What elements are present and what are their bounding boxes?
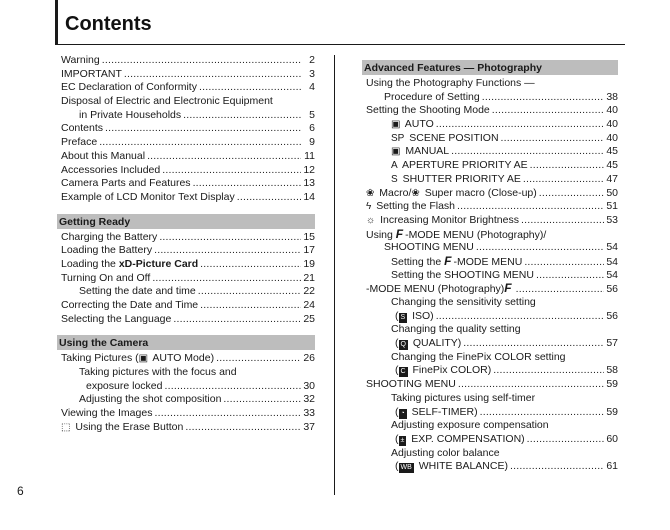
toc-entry[interactable] bbox=[362, 91, 618, 105]
leader-dots bbox=[185, 421, 301, 435]
toc-entry[interactable] bbox=[362, 104, 618, 118]
section-heading: Using the Camera bbox=[57, 335, 315, 350]
toc-entry[interactable] bbox=[362, 447, 618, 461]
toc-entry[interactable] bbox=[57, 231, 315, 245]
toc-entry-text: Contents bbox=[61, 122, 104, 135]
leader-dots bbox=[436, 310, 604, 324]
toc-page-number: 40 bbox=[606, 131, 618, 144]
toc-entry-text: ( WB WHITE BALANCE) bbox=[395, 460, 508, 473]
toc-page-number: 24 bbox=[303, 299, 315, 311]
toc-entry[interactable] bbox=[57, 244, 315, 258]
toc-entry[interactable] bbox=[362, 378, 618, 392]
toc-entry-text: ( ◔ SELF-TIMER) bbox=[395, 405, 478, 418]
toc-entry[interactable] bbox=[362, 187, 618, 201]
toc-entry-text: Turning On and Off bbox=[61, 271, 151, 284]
toc-entry-text: Adjusting exposure compensation bbox=[391, 419, 549, 432]
toc-entry[interactable] bbox=[362, 159, 618, 173]
toc-entry[interactable] bbox=[362, 145, 618, 159]
leader-dots bbox=[458, 378, 604, 392]
toc-entry-text: Accessories Included bbox=[61, 163, 161, 176]
toc-entry-text: exposure locked bbox=[86, 379, 163, 392]
toc-entry-text: ( ± EXP. COMPENSATION) bbox=[395, 432, 525, 445]
leader-dots bbox=[482, 91, 604, 105]
toc-entry[interactable] bbox=[362, 310, 618, 324]
toc-entry[interactable] bbox=[57, 177, 315, 191]
toc-page-number: 59 bbox=[606, 405, 618, 418]
leader-dots bbox=[539, 187, 604, 201]
toc-page-number: 14 bbox=[303, 190, 315, 203]
toc-entry-text: Using the Photography Functions — bbox=[366, 77, 535, 89]
toc-entry[interactable] bbox=[362, 323, 618, 337]
toc-entry[interactable] bbox=[362, 214, 618, 228]
leader-dots bbox=[159, 231, 301, 245]
wb-icon: WB bbox=[400, 464, 412, 472]
exposure-icon: ± bbox=[400, 436, 405, 444]
color-icon: C bbox=[400, 368, 406, 376]
toc-page-number: 11 bbox=[304, 149, 315, 162]
toc-page-number: 37 bbox=[303, 420, 315, 433]
leader-dots bbox=[105, 122, 301, 136]
toc-entry[interactable] bbox=[57, 421, 315, 435]
leader-dots bbox=[463, 337, 604, 351]
toc-page-number: 47 bbox=[606, 172, 618, 185]
super-macro-icon: ❀ bbox=[411, 187, 420, 199]
toc-page-number: 38 bbox=[606, 90, 618, 103]
leader-dots bbox=[154, 244, 301, 258]
toc-page-number: 19 bbox=[303, 257, 315, 270]
toc-page-number: 4 bbox=[309, 81, 315, 94]
toc-entry[interactable] bbox=[362, 200, 618, 214]
toc-page-number: 32 bbox=[303, 393, 315, 406]
toc-entry[interactable] bbox=[362, 460, 618, 474]
toc-entry-text: S SHUTTER PRIORITY AE bbox=[391, 172, 521, 185]
toc-entry-text: Selecting the Language bbox=[61, 312, 172, 325]
toc-entry[interactable] bbox=[362, 255, 618, 269]
toc-entry-text: Example of LCD Monitor Text Display bbox=[61, 190, 235, 203]
toc-page-number: 56 bbox=[606, 283, 618, 296]
toc-entry[interactable] bbox=[57, 380, 315, 394]
leader-dots bbox=[451, 145, 604, 159]
toc-entry[interactable] bbox=[362, 364, 618, 378]
toc-page-number: 5 bbox=[309, 108, 315, 121]
toc-entry-text: EC Declaration of Conformity bbox=[61, 81, 197, 94]
toc-page-number: 9 bbox=[309, 136, 315, 149]
toc-entry[interactable] bbox=[57, 258, 315, 272]
leader-dots bbox=[492, 104, 604, 118]
toc-entry-text: Procedure of Setting bbox=[384, 90, 480, 103]
toc-entry-text: Using F -MODE MENU (Photography)/ bbox=[366, 226, 547, 241]
toc-entry[interactable] bbox=[57, 136, 315, 150]
toc-entry[interactable] bbox=[362, 419, 618, 433]
toc-entry[interactable] bbox=[362, 132, 618, 146]
toc-entry[interactable] bbox=[362, 173, 618, 187]
toc-entry-text: A APERTURE PRIORITY AE bbox=[391, 159, 528, 172]
leader-dots bbox=[152, 272, 301, 286]
a-icon: A bbox=[391, 160, 398, 172]
leader-dots bbox=[164, 380, 301, 394]
leader-dots bbox=[199, 81, 301, 95]
toc-entry-text: Camera Parts and Features bbox=[61, 177, 191, 190]
toc-page-number: 6 bbox=[309, 122, 315, 135]
toc-entry[interactable] bbox=[362, 337, 618, 351]
camera-icon: ▣ bbox=[138, 353, 149, 365]
section-heading: Getting Ready bbox=[57, 214, 315, 229]
toc-entry[interactable] bbox=[362, 77, 618, 91]
toc-entry-text: Disposal of Electric and Electronic Equipment bbox=[61, 95, 273, 108]
toc-entry[interactable] bbox=[57, 68, 315, 82]
page-title: Contents bbox=[65, 13, 152, 35]
s-icon: S bbox=[391, 173, 398, 185]
toc-entry-text: Setting the SHOOTING MENU bbox=[391, 268, 534, 281]
toc-entry-text: Changing the quality setting bbox=[391, 323, 521, 336]
leader-dots bbox=[237, 191, 301, 205]
toc-entry[interactable] bbox=[57, 81, 315, 95]
toc-entry-text: ❀ Macro/❀ Super macro (Close-up) bbox=[366, 186, 537, 199]
toc-entry-text: Correcting the Date and Time bbox=[61, 299, 199, 311]
toc-page-number: 59 bbox=[606, 378, 618, 391]
f-icon: F bbox=[444, 253, 452, 268]
toc-page-number: 25 bbox=[303, 312, 315, 325]
section-heading: Advanced Features — Photography bbox=[362, 60, 618, 75]
leader-dots bbox=[523, 173, 604, 187]
leader-dots bbox=[124, 68, 301, 82]
toc-entry-text: ▣ AUTO bbox=[391, 118, 434, 131]
leader-dots bbox=[200, 258, 301, 272]
toc-entry[interactable] bbox=[57, 352, 315, 366]
toc-entry-text: ϟ Setting the Flash bbox=[366, 200, 456, 213]
toc-entry-text: ☼ Increasing Monitor Brightness bbox=[366, 213, 519, 226]
macro-icon: ❀ bbox=[366, 187, 375, 199]
toc-page-number: 15 bbox=[303, 230, 315, 243]
toc-page-number: 53 bbox=[606, 213, 618, 226]
toc-page-number: 3 bbox=[309, 67, 315, 80]
toc-page-number: 54 bbox=[606, 268, 618, 281]
toc-page-number: 13 bbox=[303, 177, 315, 190]
toc-page-number: 2 bbox=[309, 54, 315, 66]
leader-dots bbox=[99, 136, 301, 150]
toc-entry[interactable] bbox=[362, 269, 618, 283]
leader-dots bbox=[436, 118, 604, 132]
toc-page-number: 30 bbox=[303, 379, 315, 392]
toc-entry-text: IMPORTANT bbox=[61, 67, 122, 80]
toc-entry[interactable] bbox=[57, 393, 315, 407]
quality-icon: Q bbox=[400, 341, 406, 349]
toc-entry-text: ( S ISO) bbox=[395, 309, 434, 322]
leader-dots bbox=[480, 406, 604, 420]
manual-camera-icon: ▣ bbox=[391, 146, 401, 158]
toc-entry-text: ⬚ Using the Erase Button bbox=[61, 420, 184, 433]
toc-page-number: 17 bbox=[303, 244, 315, 257]
toc-page-number: 50 bbox=[606, 186, 618, 199]
leader-dots bbox=[200, 299, 301, 313]
leader-dots bbox=[524, 256, 604, 270]
toc-page-number: 33 bbox=[303, 407, 315, 420]
f-icon: F bbox=[395, 226, 404, 241]
toc-entry[interactable] bbox=[57, 164, 315, 178]
leader-dots bbox=[147, 150, 301, 164]
leader-dots bbox=[493, 364, 604, 378]
toc-entry-text: Taking Pictures (▣ AUTO Mode) bbox=[61, 352, 215, 365]
f-icon: F bbox=[504, 281, 512, 296]
brightness-icon: ☼ bbox=[366, 214, 376, 226]
leader-dots bbox=[476, 241, 604, 255]
toc-entry[interactable] bbox=[362, 282, 618, 296]
toc-entry-text: Setting the F -MODE MENU bbox=[391, 253, 523, 268]
toc-entry-text: SHOOTING MENU bbox=[384, 241, 474, 254]
toc-entry-text: Setting the Shooting Mode bbox=[366, 104, 490, 117]
toc-page-number: 60 bbox=[606, 432, 618, 445]
toc-entry-text: Changing the FinePix COLOR setting bbox=[391, 350, 566, 363]
toc-entry-text: Loading the xD-Picture Card bbox=[61, 257, 199, 270]
toc-page-number: 22 bbox=[303, 285, 315, 298]
leader-dots bbox=[154, 407, 301, 421]
toc-entry[interactable] bbox=[57, 109, 315, 123]
leader-dots bbox=[457, 200, 604, 214]
toc-entry[interactable] bbox=[362, 118, 618, 132]
leader-dots bbox=[516, 283, 604, 297]
toc-page-number: 61 bbox=[606, 460, 618, 473]
right-column bbox=[362, 60, 618, 474]
leader-dots bbox=[102, 54, 301, 68]
leader-dots bbox=[223, 393, 301, 407]
toc-entry-text: SHOOTING MENU bbox=[366, 378, 456, 391]
toc-entry-text: ▣ MANUAL bbox=[391, 145, 450, 158]
toc-page-number: 54 bbox=[606, 255, 618, 268]
leader-dots bbox=[527, 433, 604, 447]
flash-icon: ϟ bbox=[366, 201, 372, 213]
column-divider bbox=[334, 55, 335, 495]
toc-entry[interactable] bbox=[57, 366, 315, 380]
toc-entry[interactable] bbox=[362, 392, 618, 406]
toc-entry-text: Charging the Battery bbox=[61, 230, 158, 243]
toc-entry-text: Loading the Battery bbox=[61, 244, 153, 257]
toc-entry-text: SP SCENE POSITION bbox=[391, 131, 499, 144]
leader-dots bbox=[510, 460, 604, 474]
title-rule bbox=[55, 44, 625, 45]
toc-entry-text: Adjusting the shot composition bbox=[79, 393, 222, 406]
toc-entry-text: -MODE MENU (Photography)F bbox=[366, 281, 512, 296]
leader-dots bbox=[198, 285, 301, 299]
toc-entry[interactable] bbox=[57, 299, 315, 313]
toc-entry-text: About this Manual bbox=[61, 149, 146, 162]
toc-entry-text: Warning bbox=[61, 54, 100, 66]
toc-entry-text: Viewing the Images bbox=[61, 407, 153, 420]
trash-icon: ⬚ bbox=[61, 421, 71, 433]
leader-dots bbox=[530, 159, 604, 173]
leader-dots bbox=[536, 269, 604, 283]
toc-entry[interactable] bbox=[57, 150, 315, 164]
page-number: 6 bbox=[17, 484, 24, 498]
camera-icon: ▣ bbox=[391, 119, 401, 131]
leader-dots bbox=[173, 313, 301, 327]
leader-dots bbox=[183, 109, 301, 123]
toc-page-number: 51 bbox=[606, 200, 618, 213]
toc-entry-text: Setting the date and time bbox=[79, 285, 196, 298]
toc-page-number: 21 bbox=[303, 271, 315, 284]
toc-entry-text: Preface bbox=[61, 136, 98, 149]
toc-page-number: 45 bbox=[606, 145, 618, 158]
leader-dots bbox=[193, 177, 301, 191]
toc-entry-text: ( C FinePix COLOR) bbox=[395, 364, 492, 377]
toc-entry-text: Adjusting color balance bbox=[391, 446, 500, 459]
toc-page-number: 12 bbox=[303, 163, 315, 176]
toc-entry[interactable] bbox=[57, 313, 315, 327]
toc-entry[interactable] bbox=[362, 296, 618, 310]
toc-entry[interactable] bbox=[57, 54, 315, 68]
toc-page-number: 57 bbox=[606, 337, 618, 350]
toc-page-number: 26 bbox=[303, 352, 315, 365]
toc-entry[interactable] bbox=[57, 191, 315, 205]
toc-entry[interactable] bbox=[57, 272, 315, 286]
iso-icon: S bbox=[400, 313, 406, 321]
toc-entry[interactable] bbox=[57, 95, 315, 109]
toc-page-number: 56 bbox=[606, 309, 618, 322]
leader-dots bbox=[501, 132, 604, 146]
toc-entry[interactable] bbox=[362, 241, 618, 255]
title-bar bbox=[55, 0, 58, 44]
toc-page-number: 40 bbox=[606, 104, 618, 117]
sp-icon: SP bbox=[391, 132, 405, 144]
toc-entry[interactable] bbox=[362, 433, 618, 447]
toc-entry[interactable] bbox=[362, 228, 618, 242]
toc-entry[interactable] bbox=[57, 407, 315, 421]
left-column bbox=[57, 54, 315, 435]
toc-entry[interactable] bbox=[362, 406, 618, 420]
leader-dots bbox=[162, 164, 301, 178]
toc-page-number: 40 bbox=[606, 118, 618, 131]
toc-page-number: 45 bbox=[606, 159, 618, 172]
toc-entry-text: in Private Households bbox=[79, 108, 182, 121]
leader-dots bbox=[216, 352, 301, 366]
toc-page-number: 54 bbox=[606, 241, 618, 254]
toc-entry[interactable] bbox=[362, 351, 618, 365]
toc-entry[interactable] bbox=[57, 122, 315, 136]
toc-entry[interactable] bbox=[57, 285, 315, 299]
timer-icon: ◔ bbox=[400, 409, 405, 417]
toc-page-number: 58 bbox=[606, 364, 618, 377]
toc-entry-text: Changing the sensitivity setting bbox=[391, 296, 536, 308]
toc-entry-text: Taking pictures with the focus and bbox=[79, 366, 237, 379]
leader-dots bbox=[521, 214, 604, 228]
toc-entry-text: Taking pictures using self-timer bbox=[391, 391, 536, 404]
toc-entry-text: ( Q QUALITY) bbox=[395, 337, 462, 350]
